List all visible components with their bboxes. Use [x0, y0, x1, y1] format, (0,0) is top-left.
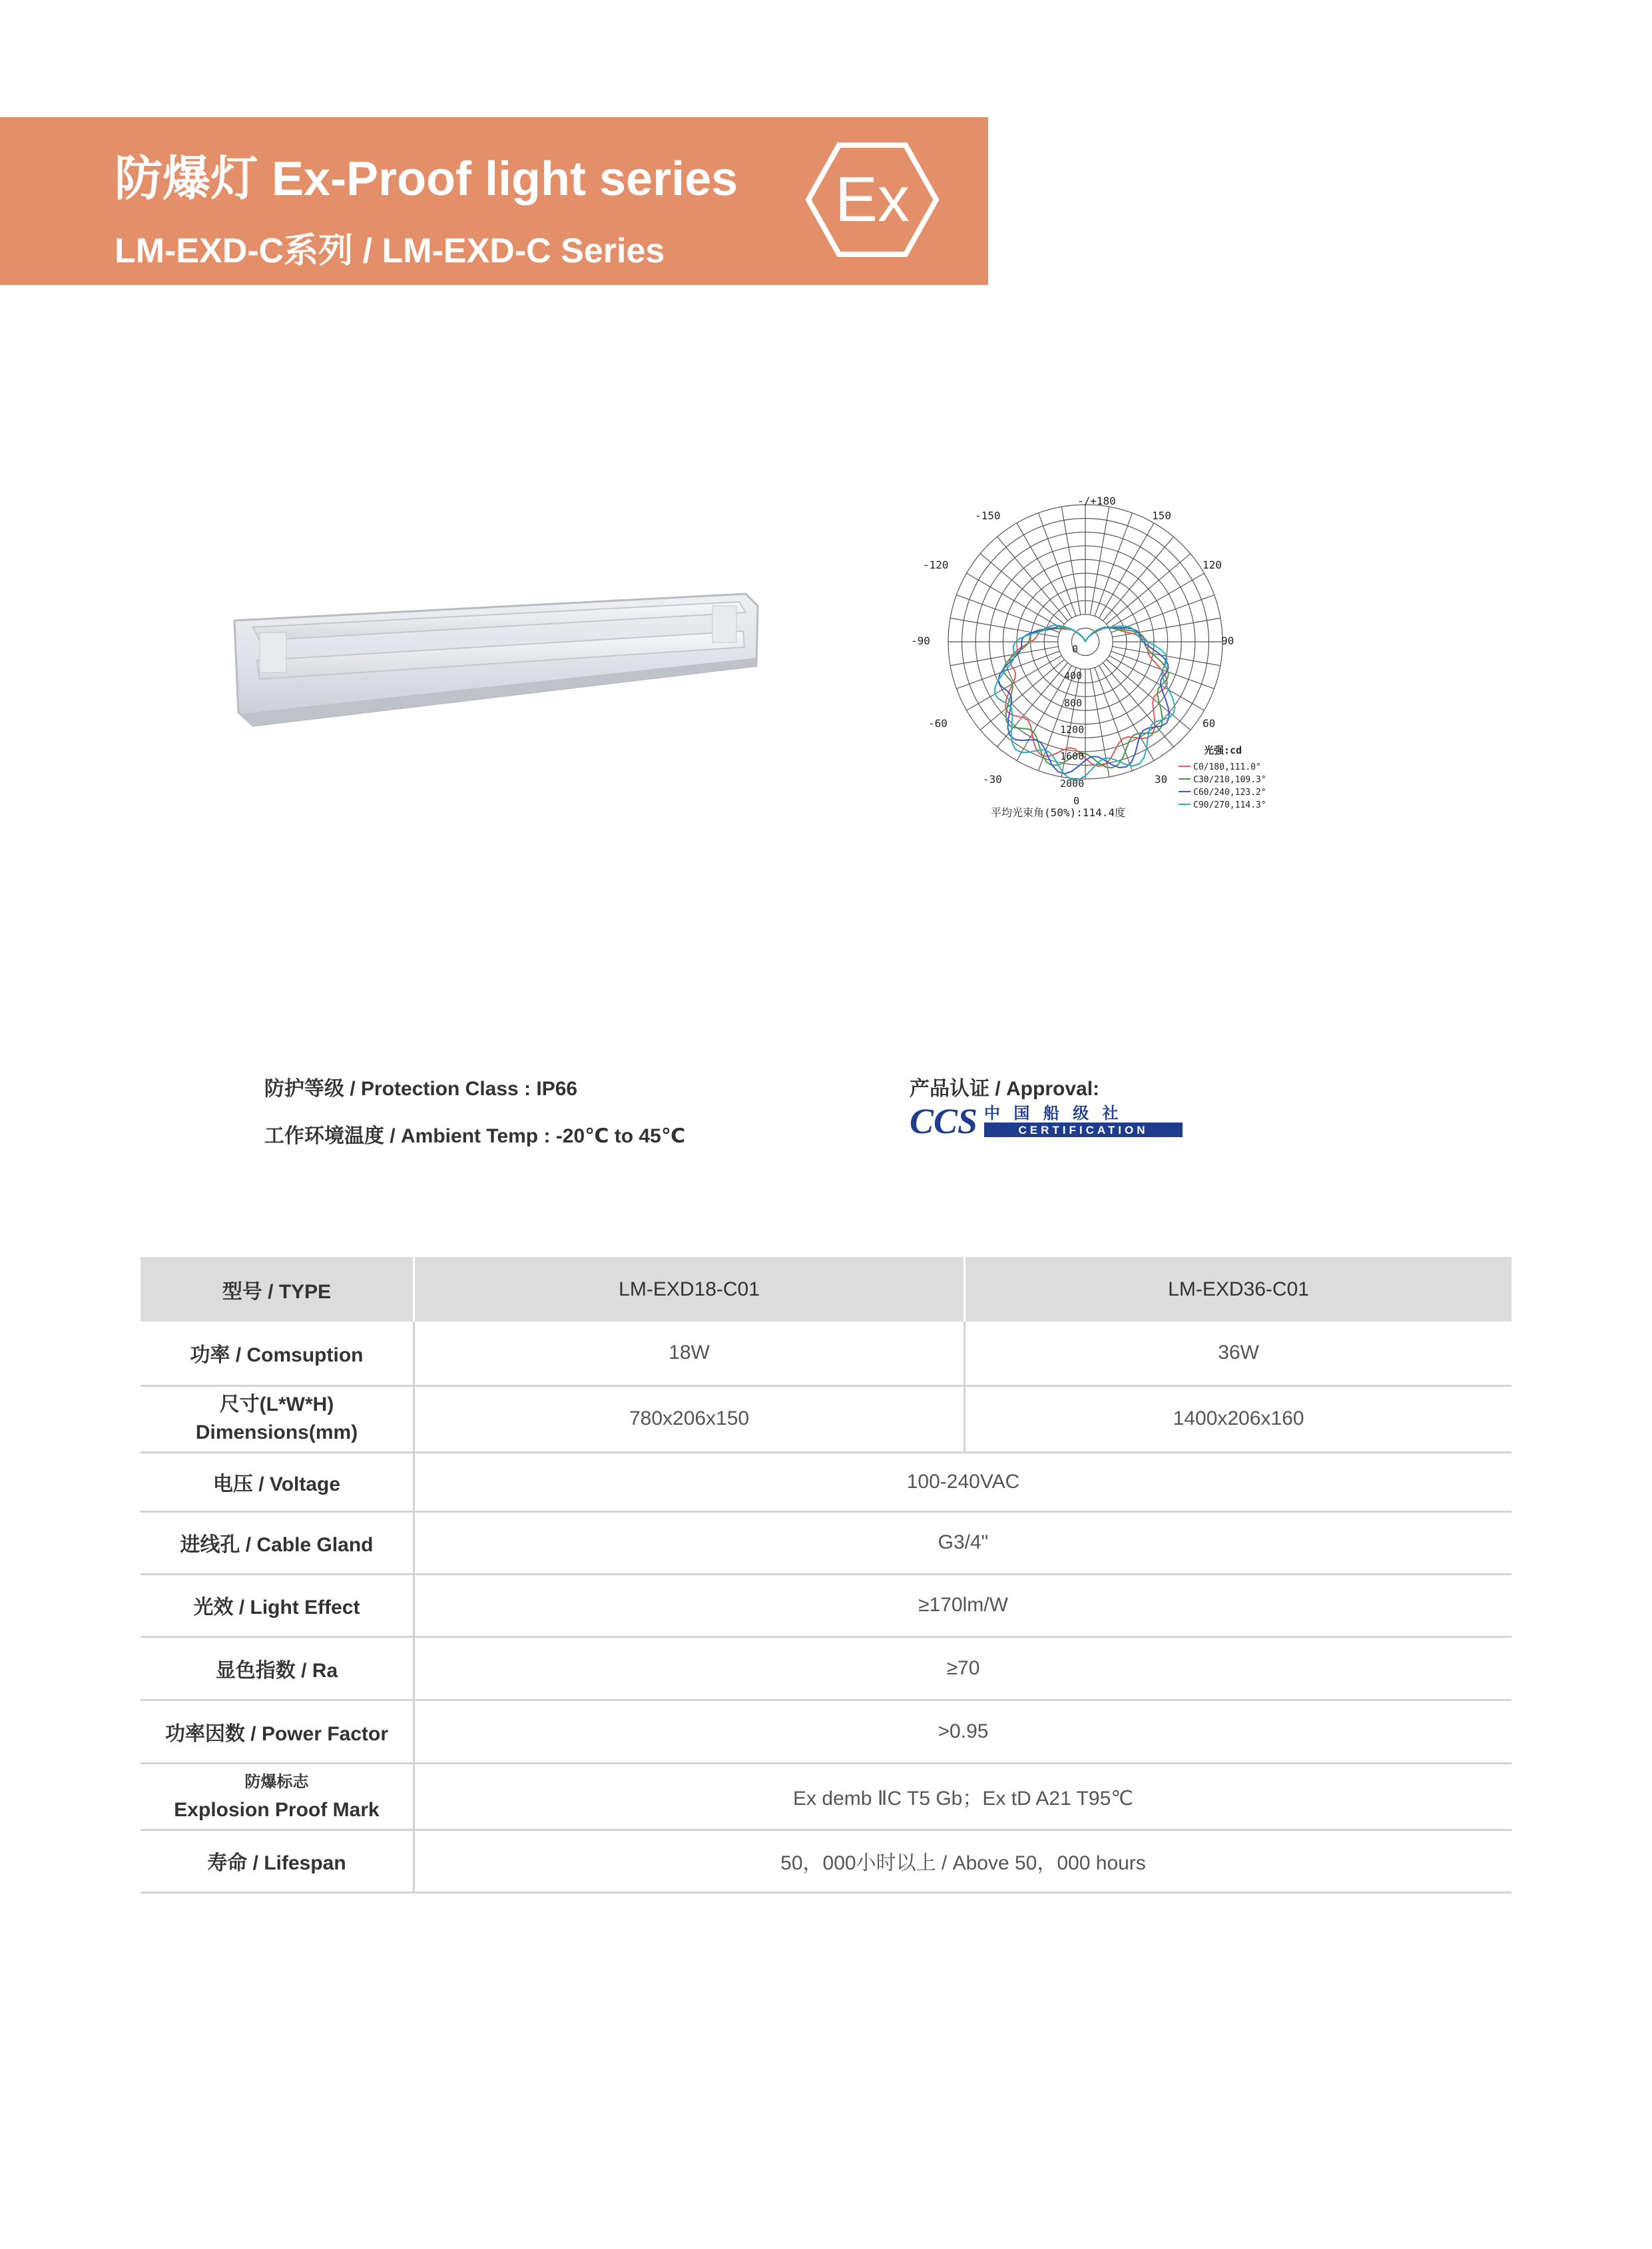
spec-table — [140, 1257, 1512, 1893]
dimensions-label-en: Dimensions(mm) — [195, 1421, 358, 1443]
radial-label-2000: 2000 — [1060, 778, 1085, 790]
table-row-explosion-mark — [140, 1763, 1512, 1830]
angle-label-150: 150 — [1152, 509, 1171, 522]
power-factor-value: >0.95 — [414, 1700, 1512, 1763]
grid-spoke — [950, 646, 1058, 666]
product-image — [233, 586, 759, 732]
grid-spoke — [980, 659, 1064, 730]
voltage-value: 100-240VAC — [414, 1452, 1512, 1511]
grid-spoke — [967, 656, 1062, 710]
angle-label-90: 90 — [1221, 634, 1235, 647]
dimensions-label-cn: 尺寸(L*W*H) — [219, 1393, 334, 1415]
table-row-type — [140, 1257, 1512, 1322]
table-row-ra — [140, 1636, 1512, 1700]
angle-label-neg60: -60 — [928, 717, 948, 730]
grid-spoke — [1103, 537, 1173, 621]
grid-spoke — [956, 651, 1059, 688]
ra-label: 显色指数 / Ra — [140, 1636, 414, 1700]
cable-gland-value: G3/4" — [414, 1511, 1512, 1574]
cable-gland-label: 进线孔 / Cable Gland — [140, 1511, 414, 1574]
legend-c30: C30/210,109.3° — [1193, 775, 1266, 785]
grid-spoke — [956, 595, 1059, 632]
approval-label: 产品认证 / Approval: — [910, 1078, 1100, 1100]
radial-label-1200: 1200 — [1060, 724, 1085, 736]
light-effect-label: 光效 / Light Effect — [140, 1574, 414, 1636]
polar-light-distribution-chart — [892, 493, 1305, 826]
lifespan-value: 50，000小时以上 / Above 50，000 hours — [414, 1830, 1512, 1892]
ex-logo-icon — [806, 141, 939, 258]
radial-label-400: 400 — [1064, 670, 1083, 682]
table-row-dimensions — [140, 1385, 1512, 1452]
unit-label: 光强:cd — [1204, 744, 1242, 756]
radial-label-1600: 1600 — [1060, 750, 1085, 762]
power-factor-label: 功率因数 / Power Factor — [140, 1700, 414, 1763]
explosion-mark-label-en: Explosion Proof Mark — [174, 1799, 380, 1821]
ccs-logo-cn: 中 国 船 级 社 — [984, 1104, 1123, 1123]
table-row-power — [140, 1322, 1512, 1385]
page-title: 防爆灯 Ex-Proof light series — [115, 152, 738, 206]
light-effect-value: ≥170lm/W — [414, 1574, 1512, 1636]
angle-label-120: 120 — [1203, 559, 1222, 571]
type-label: 型号 / TYPE — [140, 1257, 414, 1322]
grid-spoke — [1061, 507, 1081, 615]
type-col1: LM-EXD18-C01 — [414, 1257, 965, 1322]
dimensions-col1: 780x206x150 — [414, 1385, 965, 1452]
grid-spoke — [1090, 507, 1109, 615]
ccs-logo-en: CERTIFICATION — [1018, 1124, 1149, 1136]
ccs-logo-letters: CCS — [910, 1101, 978, 1138]
dimensions-label — [140, 1385, 414, 1452]
protection-class-text: 防护等级 / Protection Class : IP66 — [264, 1078, 578, 1100]
power-col2: 36W — [965, 1322, 1512, 1385]
grid-spoke — [1039, 513, 1076, 616]
lifespan-label: 寿命 / Lifespan — [140, 1830, 414, 1892]
table-row-cable-gland — [140, 1511, 1512, 1574]
angle-label-top: -/+180 — [1077, 495, 1116, 507]
power-col1: 18W — [414, 1322, 965, 1385]
page-subtitle: LM-EXD-C系列 / LM-EXD-C Series — [115, 232, 665, 270]
grid-spoke — [1107, 659, 1191, 730]
grid-spoke — [950, 618, 1058, 637]
legend-c60: C60/240,123.2° — [1193, 788, 1266, 798]
explosion-mark-label — [140, 1763, 414, 1830]
angle-label-0: 0 — [1073, 795, 1080, 807]
grid-spoke — [1017, 523, 1071, 619]
ex-logo-text: Ex — [834, 164, 910, 235]
intensity-curve-1 — [1004, 627, 1169, 768]
angle-label-30: 30 — [1155, 773, 1168, 786]
radial-label-800: 800 — [1064, 697, 1083, 709]
grid-spoke — [1109, 573, 1205, 628]
grid-spoke — [967, 573, 1062, 628]
ambient-temp-text: 工作环境温度 / Ambient Temp : -20℃ to 45℃ — [264, 1125, 686, 1147]
angle-label-neg30: -30 — [983, 773, 1002, 786]
explosion-mark-label-cn: 防爆标志 — [244, 1773, 309, 1791]
table-row-light-effect — [140, 1574, 1512, 1636]
explosion-mark-value: Ex demb ⅡC T5 Gb；Ex tD A21 T95℃ — [414, 1763, 1512, 1830]
table-row-power-factor — [140, 1700, 1512, 1763]
grid-spoke — [997, 537, 1068, 621]
legend-c90: C90/270,114.3° — [1193, 800, 1266, 810]
dimensions-col2: 1400x206x160 — [965, 1385, 1512, 1452]
ra-value: ≥70 — [414, 1636, 1512, 1700]
polar-curves — [995, 625, 1175, 780]
table-row-voltage — [140, 1452, 1512, 1511]
grid-spoke — [1095, 668, 1132, 771]
angle-label-neg150: -150 — [975, 509, 1001, 522]
angle-label-neg120: -120 — [923, 559, 949, 571]
beam-angle-footer: 平均光束角(50%):114.4度 — [991, 806, 1125, 819]
voltage-label: 电压 / Voltage — [140, 1452, 414, 1511]
chart-legend — [1179, 762, 1266, 810]
type-col2: LM-EXD36-C01 — [965, 1257, 1512, 1322]
grid-spoke — [1103, 663, 1173, 747]
ccs-certification-logo — [910, 1101, 1183, 1138]
power-label: 功率 / Comsuption — [140, 1322, 414, 1385]
table-row-lifespan — [140, 1830, 1512, 1892]
legend-c0: C0/180,111.0° — [1193, 762, 1261, 772]
angle-label-neg90: -90 — [911, 634, 930, 647]
grid-spoke — [1099, 666, 1154, 761]
radial-label-0: 0 — [1072, 643, 1079, 655]
grid-spoke — [1099, 523, 1154, 619]
angle-label-60: 60 — [1203, 717, 1216, 730]
grid-spoke — [1107, 554, 1191, 625]
grid-spoke — [1095, 513, 1132, 616]
grid-spoke — [980, 554, 1064, 625]
